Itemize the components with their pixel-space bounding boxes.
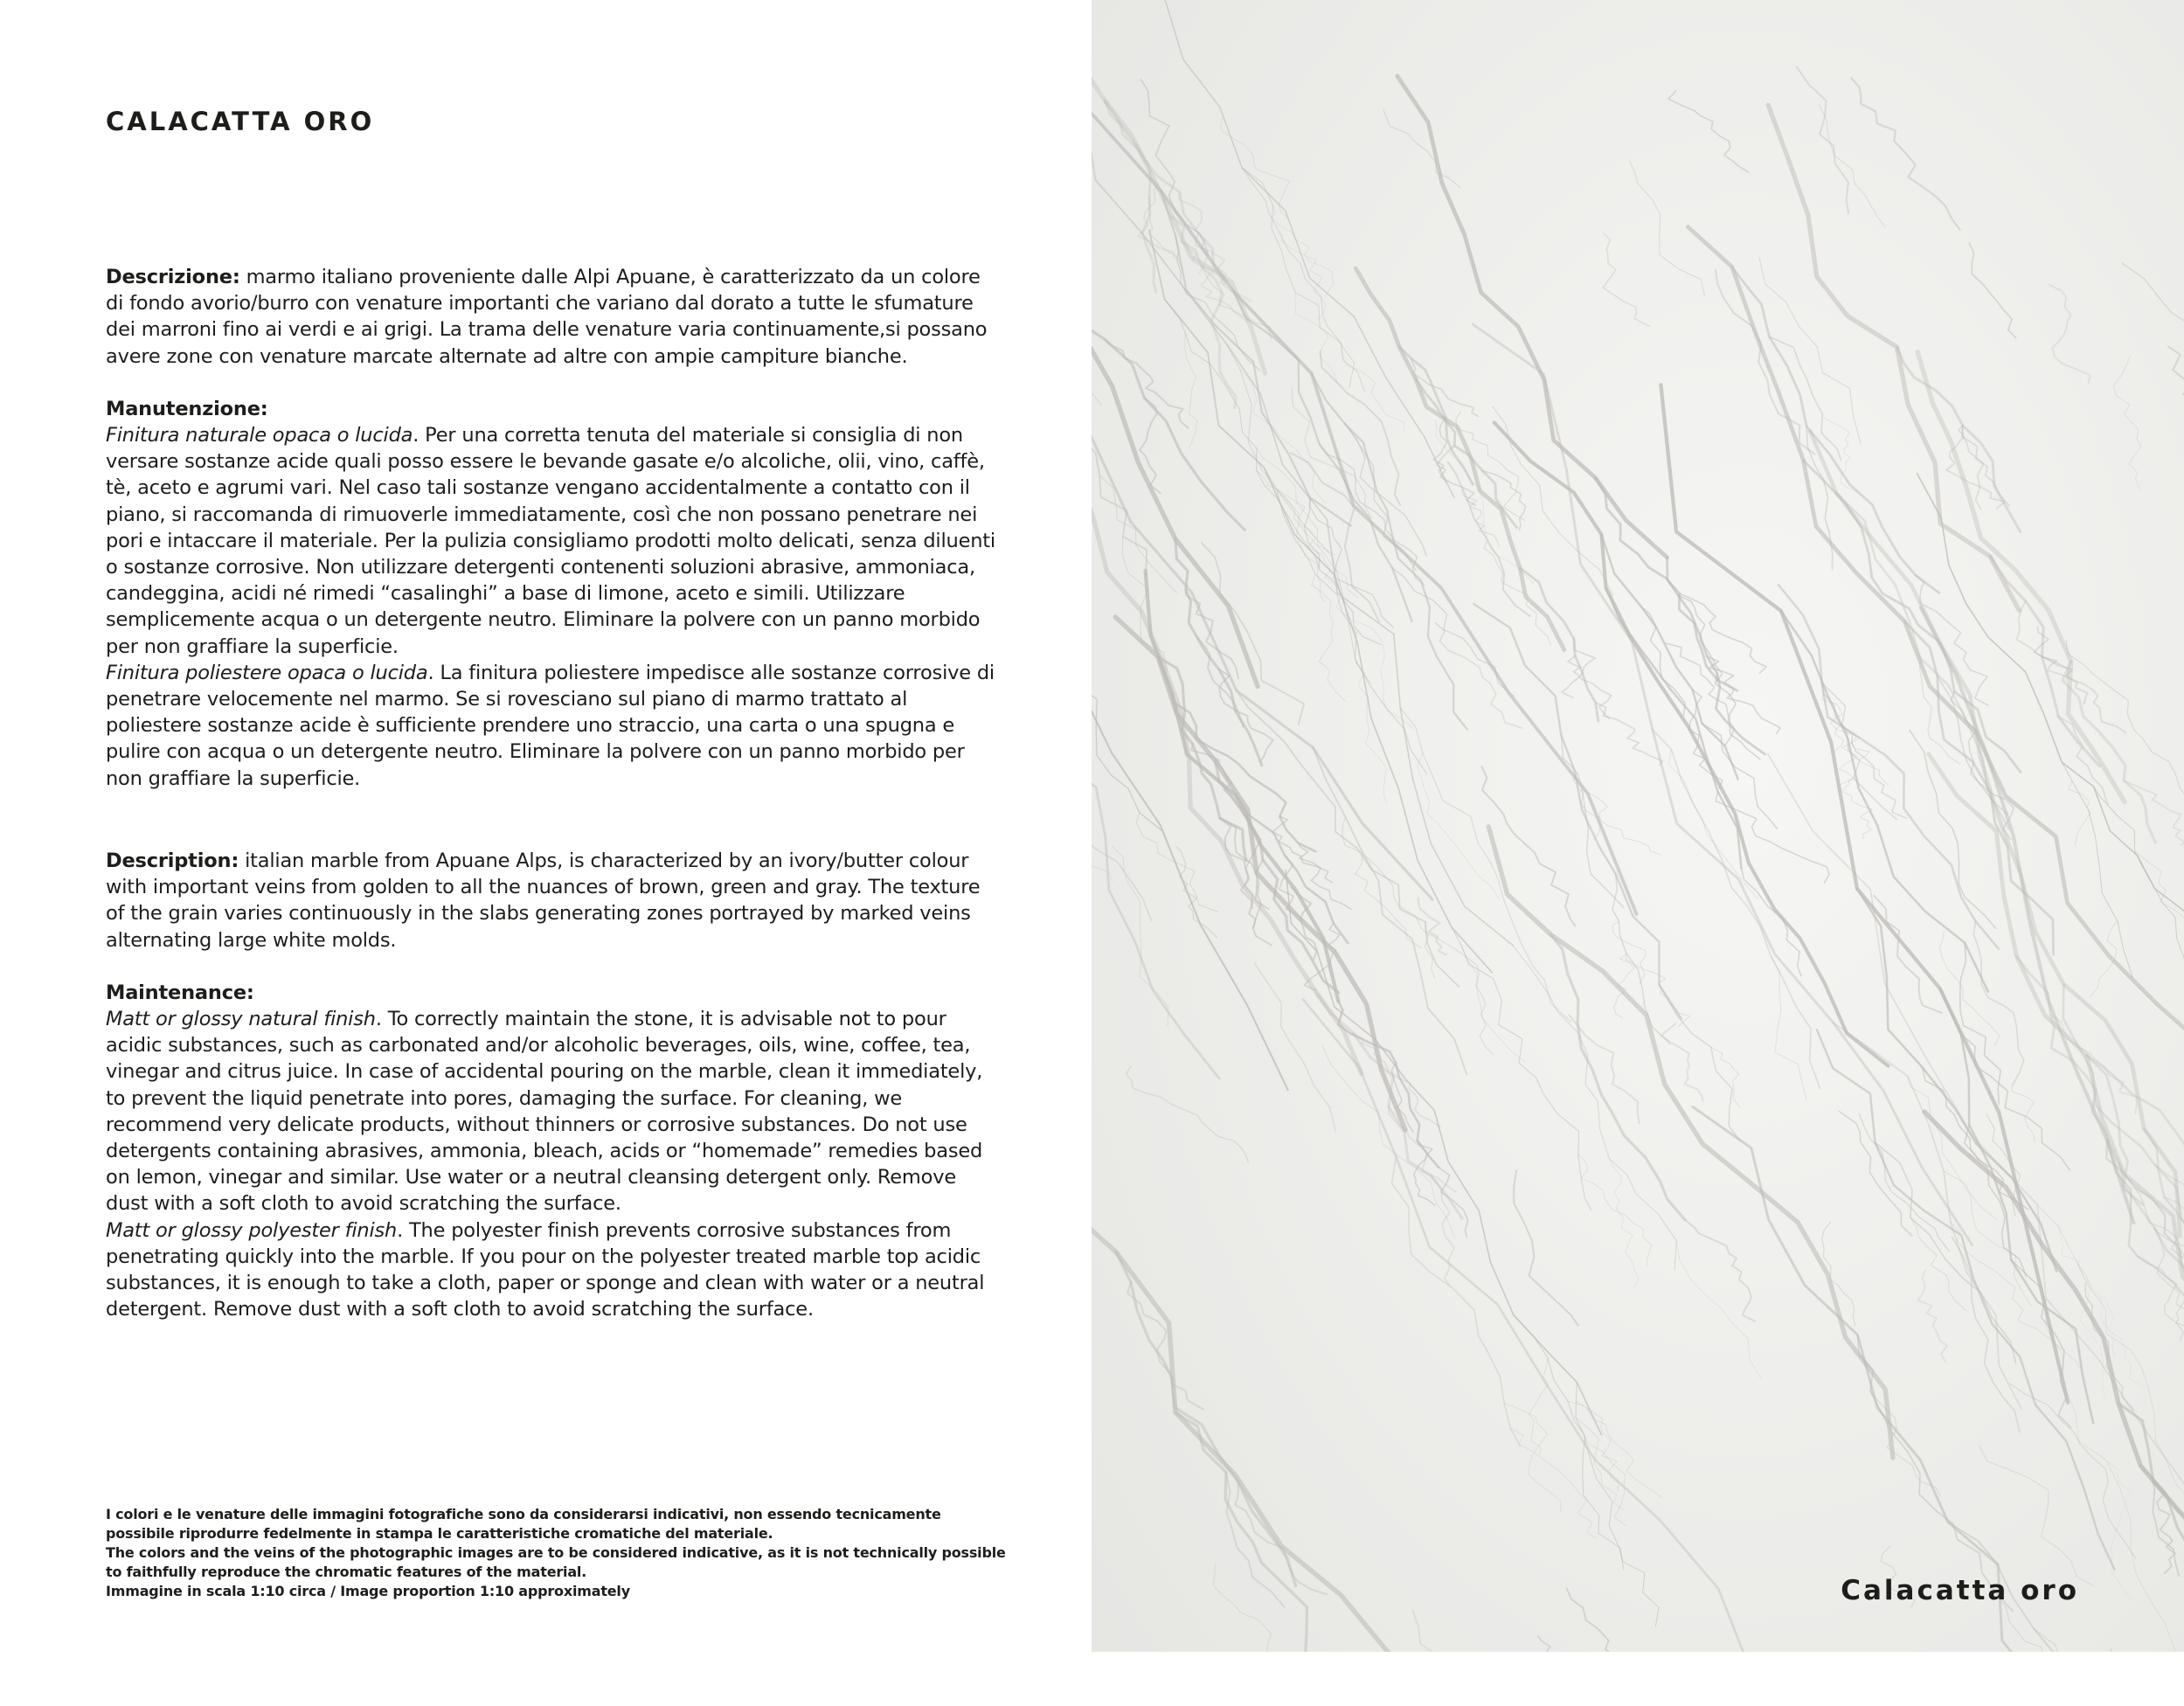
english-section xyxy=(106,848,1002,1322)
marble-veins xyxy=(1092,0,2184,1652)
italian-natural-finish-text: . Per una corretta tenuta del materiale si consiglia di non versare sostanze acide quali posso essere le bevande gasate e/o alcoliche, olii, vino, caffè, tè, aceto e agrumi vari. Nel caso tali sostanze vengano accidentalmente a contatto con il piano, si raccomanda di rimuoverle immediatamente, così che non possano penetrare nei pori e intaccare il materiale. Per la pulizia consigliamo prodotti molto delicati, senza diluenti o sostanze corrosive. Non utilizzare detergenti contenenti soluzioni abrasive, ammoniaca, candeggina, acidi né rimedi “casalinghi” a base di limone, aceto e simili. Utilizzare semplicemente acqua o un detergente neutro. Eliminare la polvere con un panno morbido per non graffiare la superficie. xyxy=(106,424,995,658)
italian-polyester-finish-text: . La finitura poliestere impedisce alle sostanze corrosive di penetrare velocemente nel marmo. Se si rovesciano sul piano di marmo trattato al poliestere sostanze acide è sufficiente prendere uno straccio, una carta o una spugna e pulire con acqua o un detergente neutro. Eliminare la polvere con un panno morbido per non graffiare la superficie. xyxy=(106,661,995,790)
italian-polyester-finish xyxy=(106,660,1002,792)
english-natural-finish-text: . To correctly maintain the stone, it is advisable not to pour acidic substances, such as carbonated and/or alcoholic beverages, oils, wine, coffee, tea, vinegar and citrus juice. In case of accidental pouring on the marble, clean it immediately, to prevent the liquid penetrate into pores, damaging the surface. For cleaning, we recommend very delicate products, without thinners or corrosive substances. Do not use detergents containing abrasives, ammonia, bleach, acids or “homemade” remedies based on lemon, vinegar and similar. Use water or a neutral cleansing detergent only. Remove dust with a soft cloth to avoid scratching the surface. xyxy=(106,1008,983,1216)
italian-natural-finish-label: Finitura naturale opaca o lucida xyxy=(106,424,413,447)
english-maintenance-heading xyxy=(106,980,1002,1006)
english-polyester-finish-text: . The polyester finish prevents corrosive substances from penetrating quickly into the marble. If you pour on the polyester treated marble top acidic substances, it is enough to take a cloth, paper or sponge and clean with water or a neutral detergent. Remove dust with a soft cloth to avoid scratching the surface. xyxy=(106,1218,985,1321)
english-natural-finish-label: Matt or glossy natural finish xyxy=(106,1008,376,1031)
italian-natural-finish xyxy=(106,422,1002,660)
english-polyester-finish-label: Matt or glossy polyester finish xyxy=(106,1218,398,1242)
italian-maintenance-label: Manutenzione: xyxy=(106,397,268,420)
italian-maintenance-heading xyxy=(106,396,1002,422)
disclaimer-english: The colors and the veins of the photographic images are to be considered indicative, as it is not technically possible to faithfully reproduce the chromatic features of the material. xyxy=(106,1544,1006,1580)
english-description-label: Description: xyxy=(106,850,239,872)
italian-description-label: Descrizione: xyxy=(106,266,240,288)
italian-polyester-finish-label: Finitura poliestere opaca o lucida xyxy=(106,661,428,684)
english-maintenance-label: Maintenance: xyxy=(106,981,254,1004)
disclaimer-italian: I colori e le venature delle immagini fotografiche sono da considerarsi indicativi, non essendo tecnicamente possibile riprodurre fedelmente in stampa le caratteristiche cromatiche del materiale. xyxy=(106,1506,941,1542)
italian-section xyxy=(106,264,1002,792)
marble-sample-photo xyxy=(1092,0,2184,1652)
english-description xyxy=(106,848,1002,954)
italian-description xyxy=(106,264,1002,370)
english-description-text: italian marble from Apuane Alps, is characterized by an ivory/butter colour with important veins from golden to all the nuances of brown, green and gray. The texture of the grain varies continuously in the slabs generating zones portrayed by marked veins alternating large white molds. xyxy=(106,850,981,952)
italian-description-text: marmo italiano proveniente dalle Alpi Apuane, è caratterizzato da un colore di fondo avorio/burro con venature importanti che variano dal dorato a tutte le sfumature dei marroni fino ai verdi e ai grigi. La trama delle venature varia continuamente,si possano avere zone con venature marcate alternate ad altre con ampie campiture bianche. xyxy=(106,266,988,368)
english-polyester-finish xyxy=(106,1217,1002,1323)
disclaimer-footer xyxy=(106,1505,1006,1601)
scale-note: Immagine in scala 1:10 circa / Image proportion 1:10 approximately xyxy=(106,1583,630,1599)
photo-caption: Calacatta oro xyxy=(1841,1575,2079,1606)
page-title: CALACATTA ORO xyxy=(106,107,375,136)
english-natural-finish xyxy=(106,1006,1002,1217)
